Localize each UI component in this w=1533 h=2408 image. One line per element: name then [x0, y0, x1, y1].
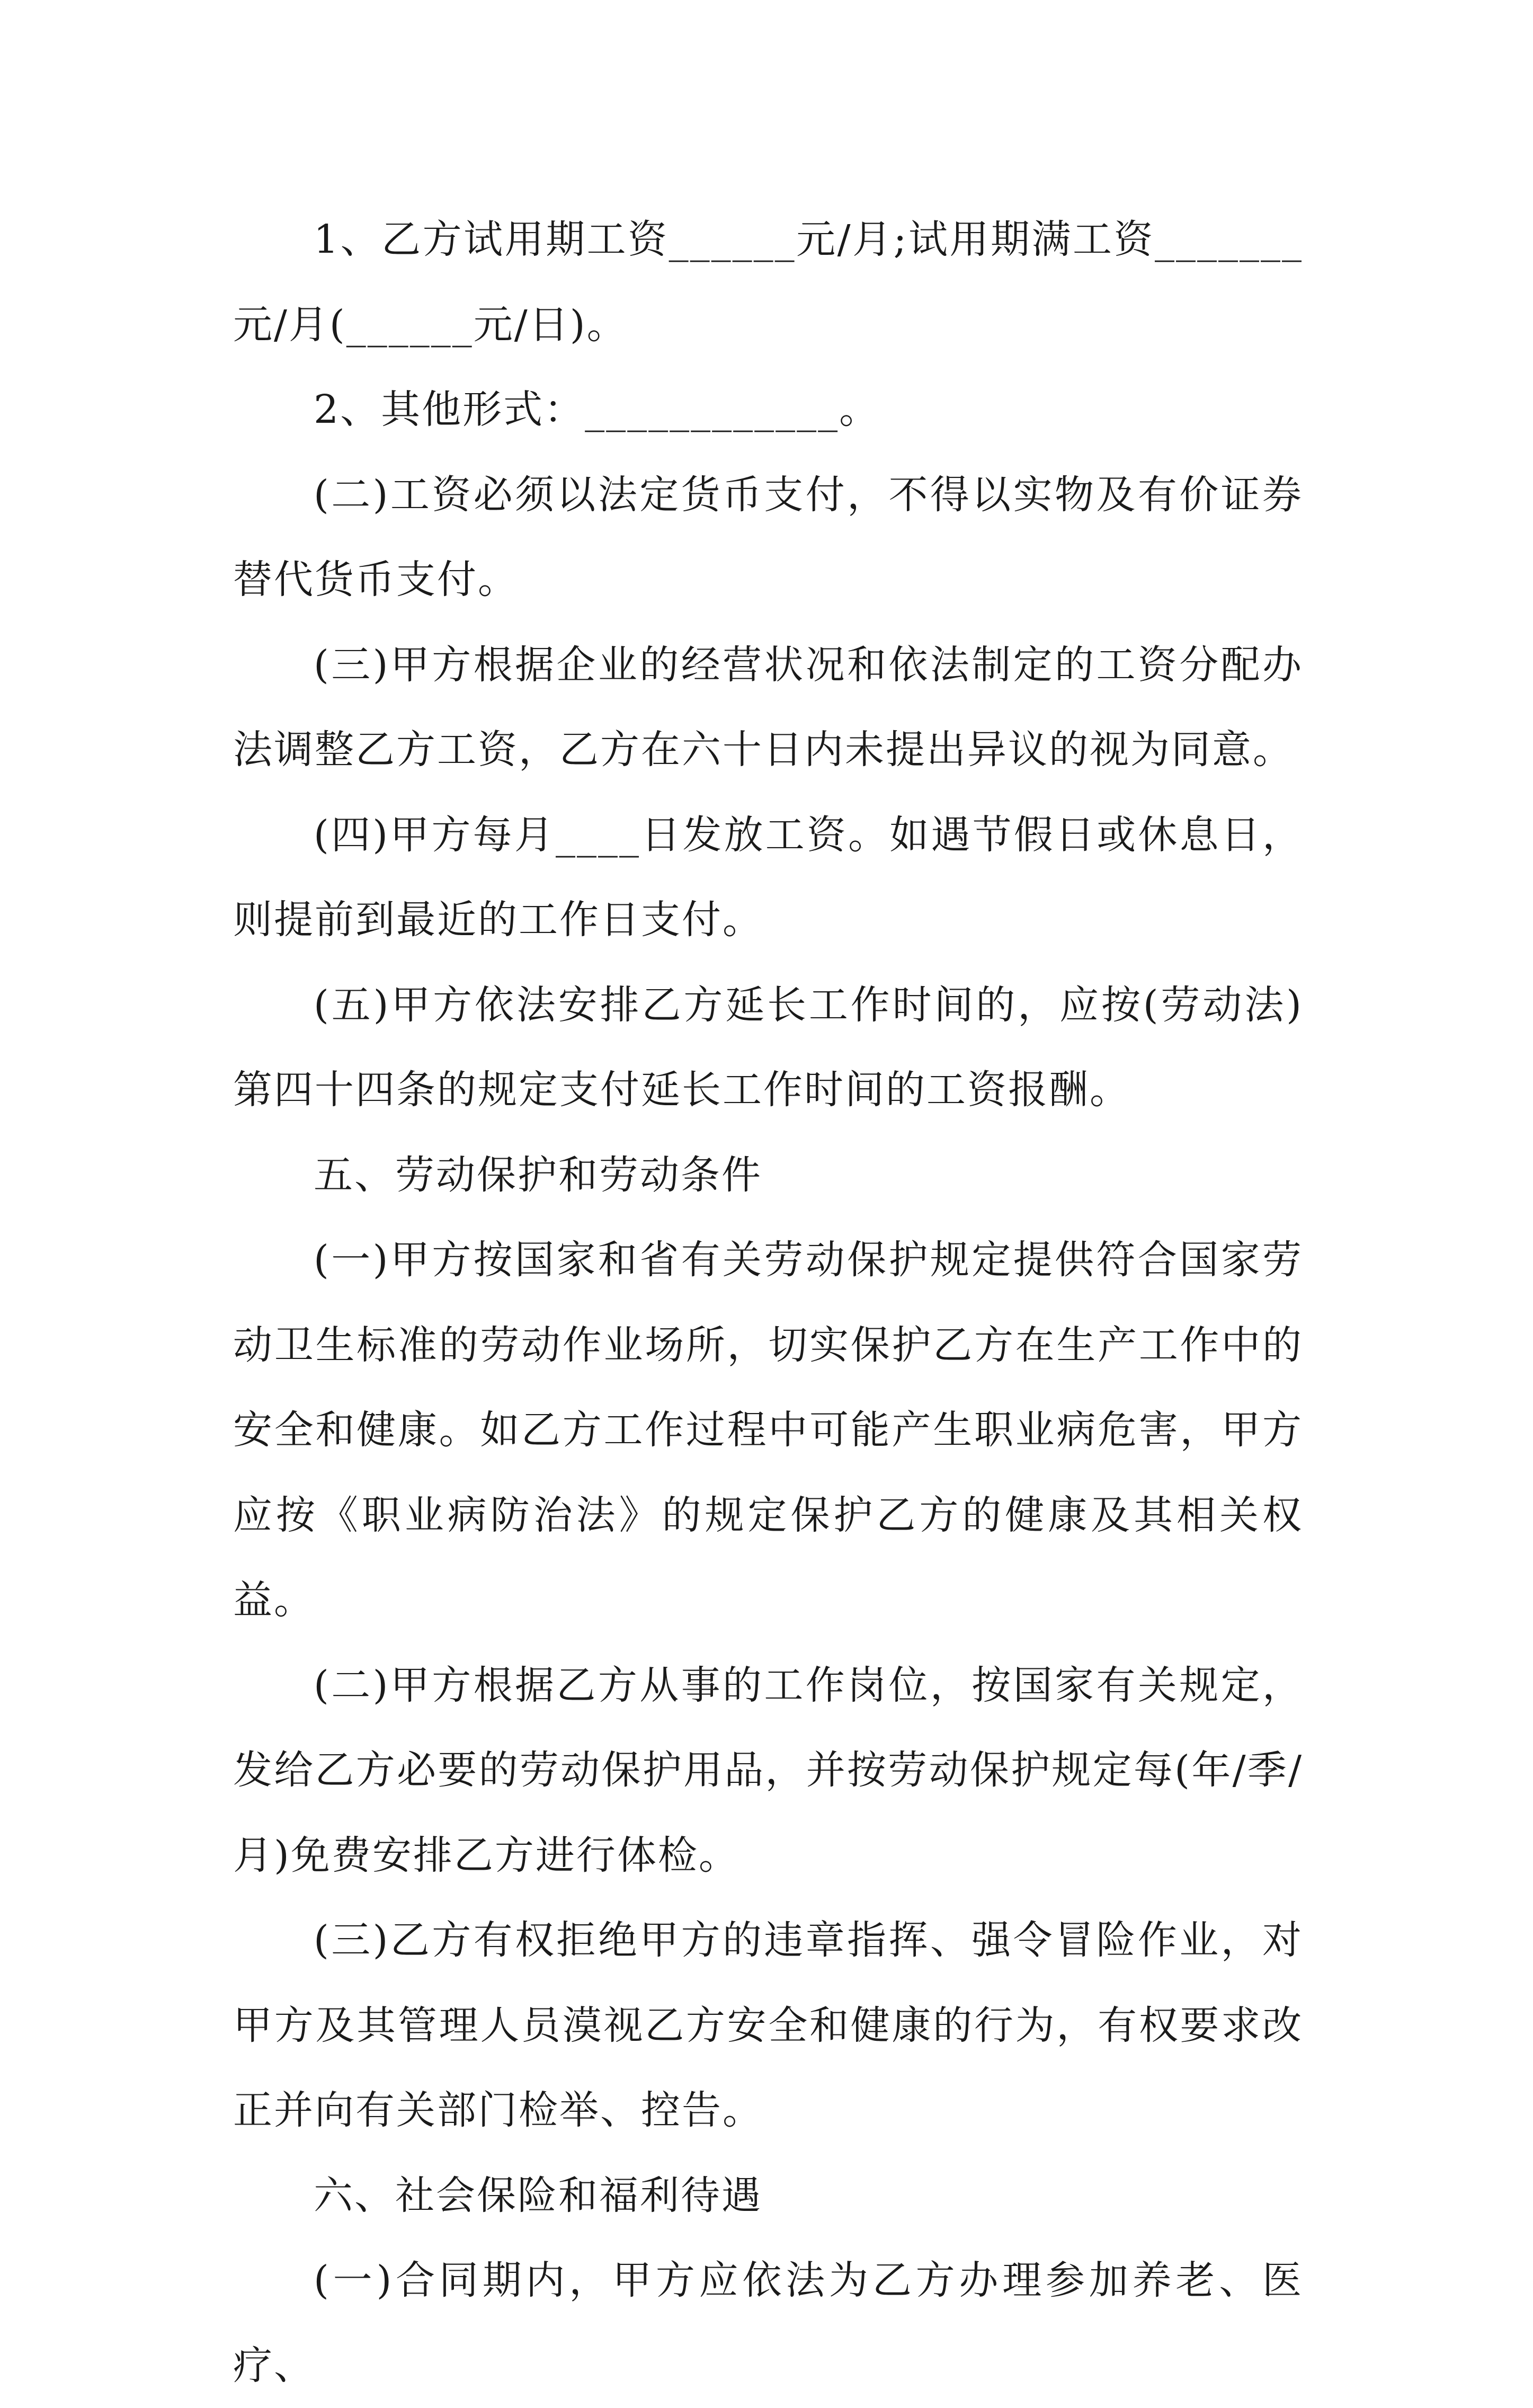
paragraph-overtime-pay: (五)甲方依法安排乙方延长工作时间的，应按(劳动法)第四十四条的规定支付延长工作时间的工资报酬。 — [233, 982, 1303, 1113]
paragraph-legal-currency: (二)工资必须以法定货币支付，不得以实物及有价证券替代货币支付。 — [233, 472, 1303, 602]
paragraph-workplace-safety: (一)甲方按国家和省有关劳动保护规定提供符合国家劳动卫生标准的劳动作业场所，切实保护乙方在生产工作中的安全和健康。如乙方工作过程中可能产生职业病危害，甲方应按《职业病防治法》的规定保护乙方的健康及其相关权益。 — [233, 1237, 1303, 1623]
section-heading-social-insurance: 六、社会保险和福利待遇 — [314, 2172, 762, 2218]
paragraph-other-forms: 2、其他形式：____________。 — [314, 387, 880, 432]
document-body — [233, 197, 1303, 2408]
paragraph-protective-equipment: (二)甲方根据乙方从事的工作岗位，按国家有关规定，发给乙方必要的劳动保护用品，并按劳动保护规定每(年/季/月)免费安排乙方进行体检。 — [233, 1662, 1303, 1878]
paragraph-salary-probation: 1、乙方试用期工资______元/月;试用期满工资_______元/月(______元/日)。 — [233, 217, 1303, 348]
section-heading-labor-protection: 五、劳动保护和劳动条件 — [314, 1152, 762, 1198]
paragraph-salary-adjustment: (三)甲方根据企业的经营状况和依法制定的工资分配办法调整乙方工资，乙方在六十日内未提出异议的视为同意。 — [233, 642, 1303, 772]
paragraph-payday: (四)甲方每月____日发放工资。如遇节假日或休息日，则提前到最近的工作日支付。 — [233, 812, 1303, 943]
paragraph-right-to-refuse: (三)乙方有权拒绝甲方的违章指挥、强令冒险作业，对甲方及其管理人员漠视乙方安全和健康的行为，有权要求改正并向有关部门检举、控告。 — [233, 1917, 1303, 2133]
paragraph-insurance: (一)合同期内，甲方应依法为乙方办理参加养老、医疗、 — [233, 2258, 1303, 2388]
